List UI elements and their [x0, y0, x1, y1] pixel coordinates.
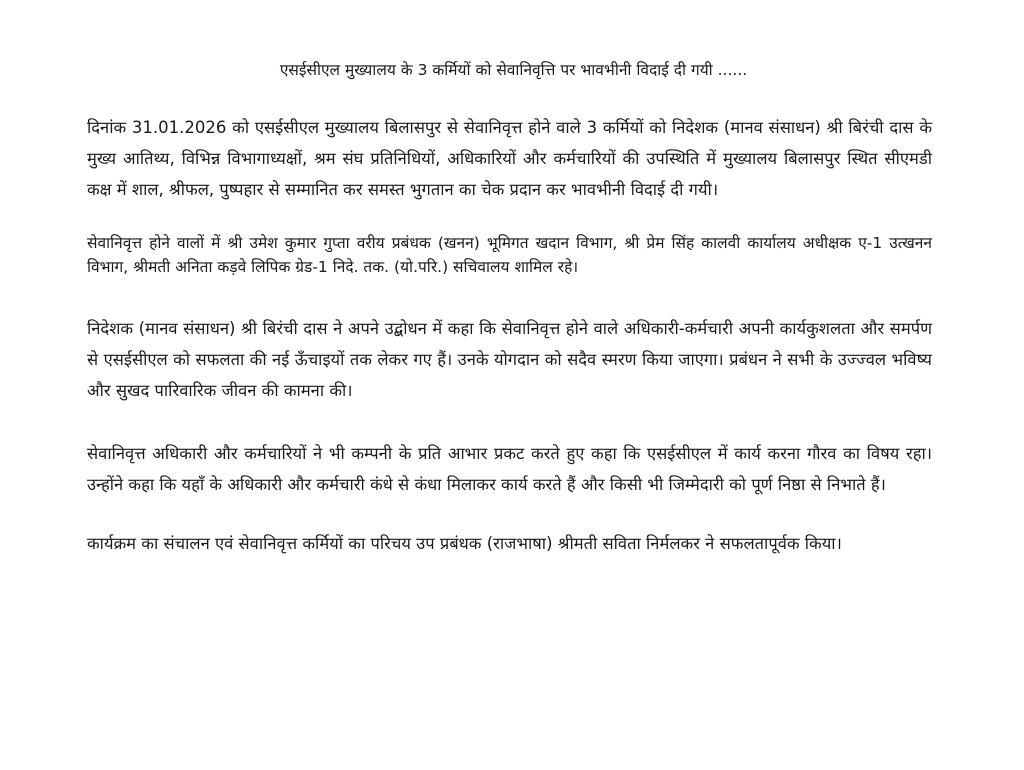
press-release-title: एसईसीएल मुख्यालय के 3 कर्मियों को सेवानिवृत्ति पर भावभीनी विदाई दी गयी ...... — [279, 61, 748, 79]
paragraph-retirees-list: सेवानिवृत्त होने वालों में श्री उमेश कुमार गुप्ता वरीय प्रबंधक (खनन) भूमिगत खदान विभाग, श्री प्रेम सिंह कालवी कार्यालय अधीक्षक ए-1 उत्खनन विभाग, श्रीमती अनिता कड़वे लिपिक ग्रेड-1 निदे. तक. (यो.परि.) सचिवालय शामिल रहे। — [87, 234, 932, 276]
paragraph-retirees-gratitude: सेवानिवृत्त अधिकारी और कर्मचारियों ने भी कम्पनी के प्रति आभार प्रकट करते हुए कहा कि एसईसीएल में कार्य करना गौरव का विषय रहा। उन्होंने कहा कि यहाँ के अधिकारी और कर्मचारी कंधे से कंधा मिलाकर कार्य करते हैं और किसी भी जिम्मेदारी को पूर्ण निष्ठा से निभाते हैं। — [87, 444, 932, 494]
paragraph-farewell-event: दिनांक 31.01.2026 को एसईसीएल मुख्यालय बिलासपुर से सेवानिवृत्त होने वाले 3 कर्मियों को निदेशक (मानव संसाधन) श्री बिरंची दास के मुख्य आतिथ्य, विभिन्न विभागाध्यक्षों, श्रम संघ प्रतिनिधियों, अधिकारियों और कर्मचारियों की उपस्थिति में मुख्यालय बिलासपुर स्थित सीएमडी कक्ष में शाल, श्रीफल, पुष्पहार से सम्मानित कर समस्त भुगतान का चेक प्रदान कर भावभीनी विदाई दी गयी। — [87, 118, 932, 199]
paragraph-program-conduct: कार्यक्रम का संचालन एवं सेवानिवृत्त कर्मियों का परिचय उप प्रबंधक (राजभाषा) श्रीमती सविता निर्मलकर ने सफलतापूर्वक किया। — [87, 534, 842, 553]
paragraph-director-address: निदेशक (मानव संसाधन) श्री बिरंची दास ने अपने उद्बोधन में कहा कि सेवानिवृत्त होने वाले अधिकारी-कर्मचारी अपनी कार्यकुशलता और समर्पण से एसईसीएल को सफलता की नई ऊँचाइयों तक लेकर गए हैं। उनके योगदान को सदैव स्मरण किया जाएगा। प्रबंधन ने सभी के उज्ज्वल भविष्य और सुखद पारिवारिक जीवन की कामना की। — [87, 319, 932, 400]
